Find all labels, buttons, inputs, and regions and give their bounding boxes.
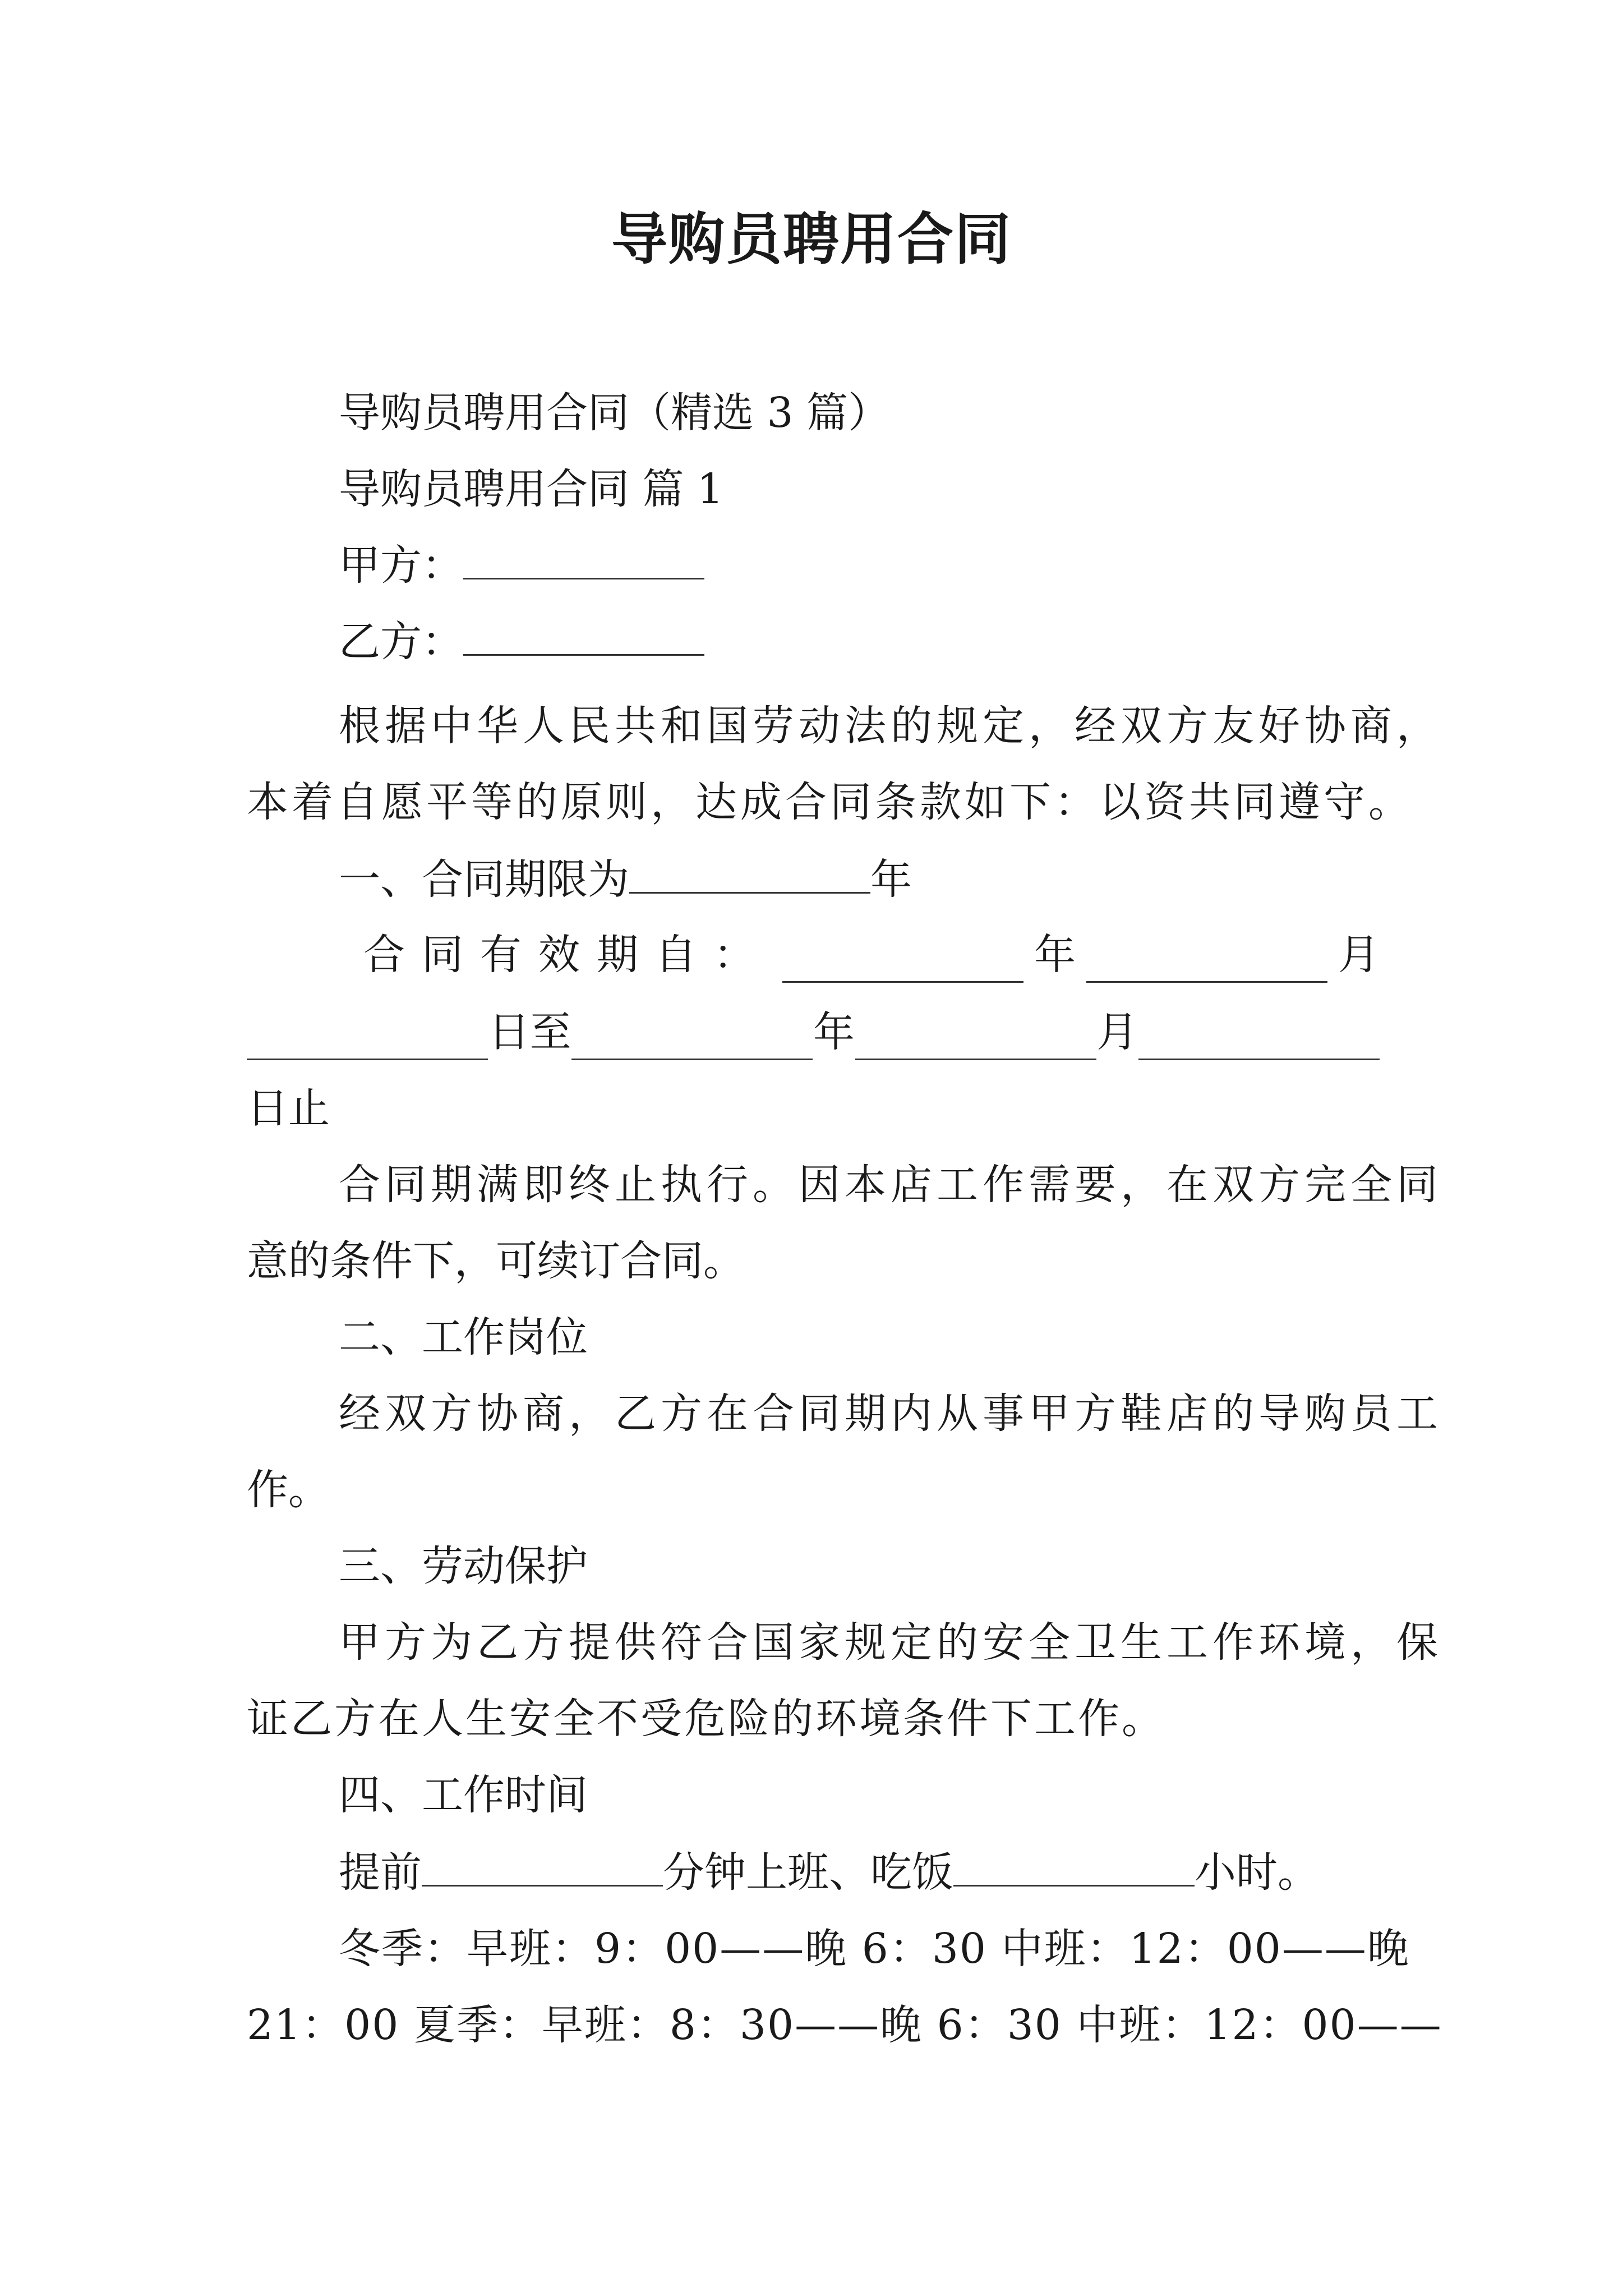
clause-4-mid: 分钟上班、吃饭 bbox=[663, 1848, 953, 1897]
clause-1-suffix: 年 bbox=[870, 855, 912, 904]
party-a-label: 甲方： bbox=[339, 541, 463, 590]
party-b-label: 乙方： bbox=[339, 618, 463, 666]
clause-4-line bbox=[339, 1843, 1319, 1901]
party-a-line bbox=[339, 536, 704, 593]
clause-3-line-2: 证乙方在人生安全不受危险的环境条件下工作。 bbox=[247, 1695, 1165, 1743]
clause-2-line-1: 经双方协商，乙方在合同期内从事甲方鞋店的导购员工 bbox=[339, 1389, 1442, 1438]
clause-4-prefix: 提前 bbox=[339, 1848, 422, 1897]
intro-line-2: 本着自愿平等的原则，达成合同条款如下：以资共同遵守。 bbox=[247, 778, 1413, 826]
validity-end: 日止 bbox=[247, 1084, 330, 1133]
schedule-line-1: 冬季：早班：9：00——晚 6：30 中班：12：00——晚 bbox=[339, 1925, 1410, 1973]
validity-blank-3 bbox=[247, 1017, 488, 1060]
clause-2-heading: 二、工作岗位 bbox=[339, 1313, 588, 1361]
clause-1-blank bbox=[629, 850, 870, 894]
party-b-blank bbox=[463, 613, 704, 656]
expiry-line-1: 合同期满即终止执行。因本店工作需要，在双方完全同 bbox=[339, 1161, 1442, 1209]
validity-blank-1 bbox=[782, 940, 1023, 983]
subtitle: 导购员聘用合同（精选 3 篇） bbox=[339, 389, 890, 437]
schedule-line-2: 21：00 夏季：早班：8：30——晚 6：30 中班：12：00—— bbox=[247, 2001, 1442, 2049]
validity-month-2: 月 bbox=[1096, 1008, 1138, 1056]
validity-year: 年 bbox=[1034, 931, 1076, 979]
clause-4-blank-1 bbox=[422, 1843, 663, 1887]
validity-line-1 bbox=[363, 927, 1380, 983]
validity-prefix: 合同有效期自： bbox=[363, 931, 772, 979]
clause-1-prefix: 一、合同期限为 bbox=[339, 855, 629, 904]
document-title: 导购员聘用合同 bbox=[611, 206, 1012, 272]
party-b-line bbox=[339, 613, 704, 670]
validity-day-to: 日至 bbox=[488, 1008, 571, 1056]
clause-3-heading: 三、劳动保护 bbox=[339, 1542, 588, 1590]
validity-blank-4 bbox=[571, 1017, 813, 1060]
clause-4-blank-2 bbox=[953, 1843, 1195, 1887]
expiry-line-2: 意的条件下，可续订合同。 bbox=[247, 1237, 745, 1285]
validity-line-2 bbox=[247, 1004, 1380, 1060]
validity-month: 月 bbox=[1338, 931, 1380, 979]
clause-4-heading: 四、工作时间 bbox=[339, 1771, 588, 1819]
clause-3-line-1: 甲方为乙方提供符合国家规定的安全卫生工作环境，保 bbox=[339, 1618, 1442, 1667]
validity-blank-2 bbox=[1086, 940, 1327, 983]
clause-1-line bbox=[339, 850, 912, 908]
validity-year-2: 年 bbox=[813, 1008, 855, 1056]
validity-blank-6 bbox=[1138, 1017, 1380, 1060]
clause-4-suffix: 小时。 bbox=[1195, 1848, 1319, 1897]
party-a-blank bbox=[463, 536, 704, 579]
validity-blank-5 bbox=[855, 1017, 1096, 1060]
section-heading: 导购员聘用合同 篇 1 bbox=[339, 465, 724, 513]
intro-line-1: 根据中华人民共和国劳动法的规定，经双方友好协商， bbox=[339, 702, 1442, 750]
clause-2-line-2: 作。 bbox=[247, 1466, 330, 1514]
